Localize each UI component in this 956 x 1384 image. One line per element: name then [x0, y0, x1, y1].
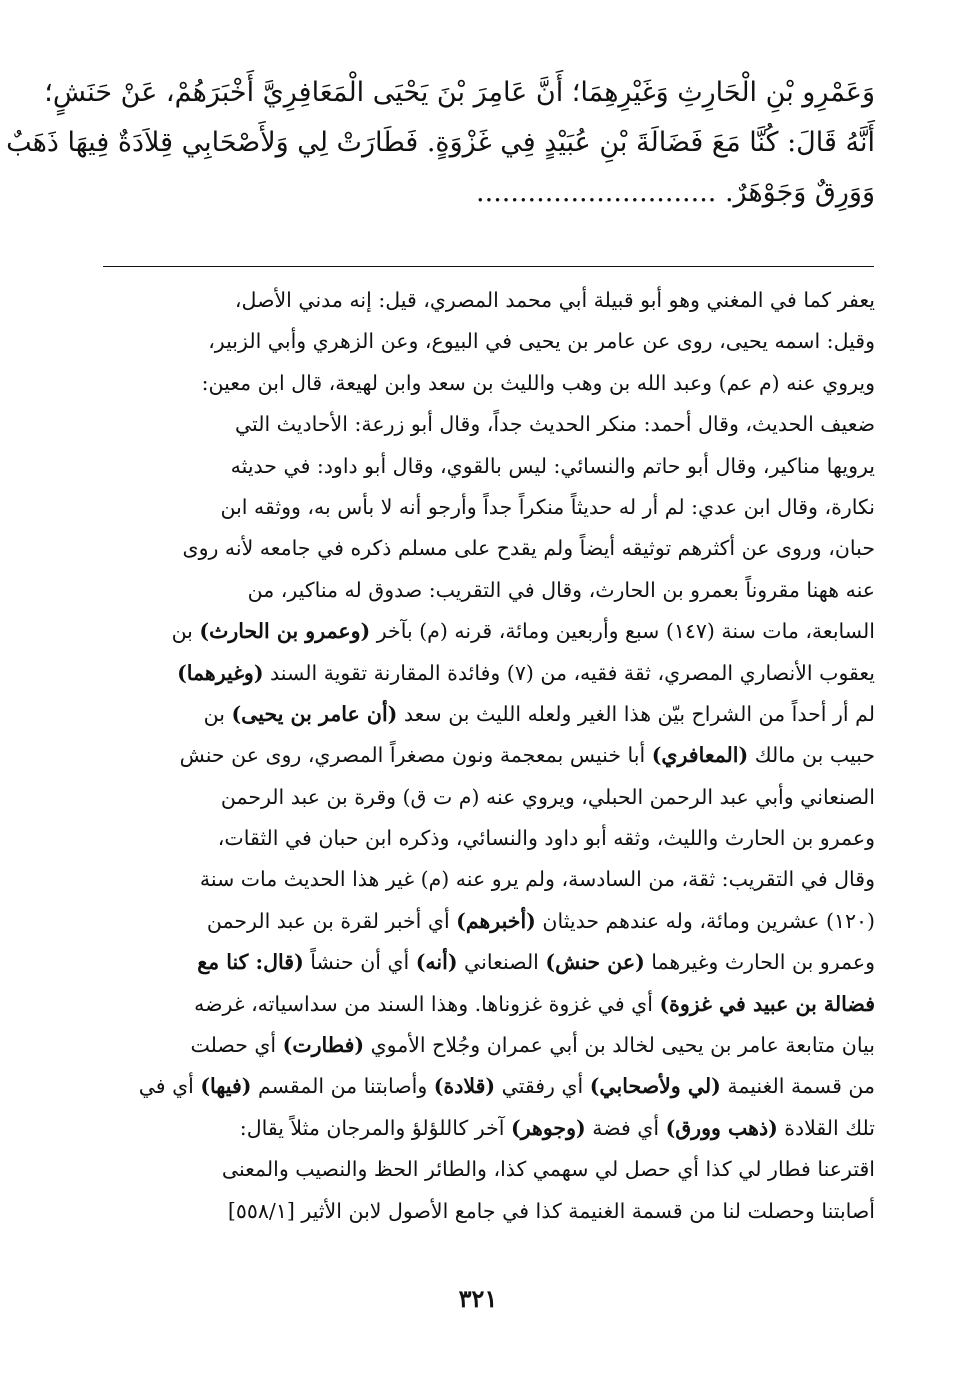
- commentary-quote-bold: (أن عامر بن يحيى): [231, 701, 398, 726]
- commentary-line: [100, 818, 875, 859]
- commentary-line: [100, 984, 875, 1025]
- commentary-segment: يرويها مناكير، وقال أبو حاتم والنسائي: ليس بالقوي، وقال أبو داود: في حديثه: [230, 453, 875, 478]
- commentary-line: [100, 1108, 875, 1149]
- hadith-line: [100, 168, 875, 218]
- commentary-segment: من قسمة الغنيمة: [720, 1074, 875, 1099]
- commentary-segment: يعقوب الأنصاري المصري، ثقة فقيه، من (٧) وفائدة المقارنة تقوية السند: [263, 660, 875, 685]
- commentary-segment: أبا خنيس بمعجمة ونون مصغراً المصري، روى عن حنش: [179, 743, 652, 768]
- commentary-segment: أي أخبر لقرة بن عبد الرحمن: [206, 908, 457, 933]
- commentary-segment: وقال في التقريب: ثقة، من السادسة، ولم يرو عنه (م) غير هذا الحديث مات سنة: [199, 867, 875, 892]
- commentary-segment: أي في: [138, 1074, 201, 1099]
- commentary-line: [100, 1149, 875, 1190]
- hadith-line: وَعَمْرِو بْنِ الْحَارِثِ وَغَيْرِهِمَا؛ أَنَّ عَامِرَ بْنَ يَحْيَى الْمَعَافِرِيَّ أَخْبَرَهُمْ، عَنْ حَنَشٍ؛: [44, 77, 875, 108]
- commentary-line: [100, 735, 875, 776]
- commentary-segment: عنه ههنا مقروناً بعمرو بن الحارث، وقال في التقريب: صدوق له مناكير، من: [247, 577, 875, 602]
- commentary-segment: ضعيف الحديث، وقال أحمد: منكر الحديث جداً، وقال أبو زرعة: الأحاديث التي: [234, 412, 875, 437]
- commentary-segment: بن: [203, 701, 232, 726]
- commentary-line: [100, 363, 875, 404]
- commentary-quote-bold: فضالة بن عبيد في غزوة): [659, 991, 875, 1016]
- commentary-segment: آخر كاللؤلؤ والمرجان مثلاً يقال:: [239, 1115, 512, 1140]
- commentary-segment: أي حصلت: [190, 1033, 283, 1058]
- commentary-quote-bold: (عن حنش): [545, 950, 645, 975]
- commentary-segment: ويروي عنه (م عم) وعبد الله بن وهب والليث بن سعد وابن لهيعة، قال ابن معين:: [201, 370, 875, 395]
- commentary-segment: يعفر كما في المغني وهو أبو قبيلة أبي محمد المصري، قيل: إنه مدني الأصل،: [234, 288, 875, 312]
- commentary-line: [100, 1066, 875, 1107]
- commentary-segment: أي رفقتي: [495, 1074, 590, 1099]
- separator-rule: [103, 266, 874, 267]
- commentary-quote-bold: (فيها): [200, 1074, 252, 1099]
- commentary-text: [100, 280, 875, 1232]
- commentary-quote-bold: (ذهب وورق): [665, 1115, 778, 1140]
- commentary-segment: بيان متابعة عامر بن يحيى لخالد بن أبي عمران وجُلاح الأموي: [364, 1033, 875, 1058]
- commentary-quote-bold: (لي ولأصحابي): [589, 1074, 721, 1099]
- commentary-quote-bold: (وغيرهما): [177, 660, 264, 685]
- hadith-text: [6, 68, 875, 218]
- commentary-quote-bold: (المعافري): [651, 743, 749, 768]
- commentary-line: [100, 404, 875, 445]
- commentary-segment: أصابتنا وحصلت لنا من قسمة الغنيمة كذا في جامع الأصول لابن الأثير [٥٥٨/١]: [227, 1198, 875, 1223]
- commentary-line: [100, 528, 875, 569]
- commentary-segment: نكارة، وقال ابن عدي: لم أر له حديثاً منكراً جداً وأرجو أنه لا بأس به، ووثقه ابن: [220, 494, 875, 519]
- commentary-line: [100, 611, 875, 652]
- commentary-line: [100, 321, 875, 362]
- commentary-segment: الصنعاني: [457, 950, 546, 975]
- page-number: ٣٢١: [458, 1284, 498, 1313]
- commentary-segment: السابعة، مات سنة (١٤٧) سبع وأربعين ومائة، قرنه (م) بآخر: [370, 619, 875, 644]
- commentary-line: [100, 859, 875, 900]
- commentary-quote-bold: (قال: كنا مع: [197, 950, 304, 975]
- commentary-segment: اقترعنا فطار لي كذا أي حصل لي سهمي كذا، والطائر الحظ والنصيب والمعنى: [221, 1157, 875, 1182]
- commentary-quote-bold: (أخبرهم): [456, 908, 536, 933]
- commentary-segment: حبان، وروى عن أكثرهم توثيقه أيضاً ولم يقدح على مسلم ذكره في جامعه لأنه روى: [182, 536, 875, 561]
- commentary-segment: وعمرو بن الحارث والليث، وثقه أبو داود والنسائي، وذكره ابن حبان في الثقات،: [217, 826, 875, 851]
- commentary-quote-bold: (أنه): [415, 950, 458, 975]
- commentary-quote-bold: (قلادة): [433, 1074, 496, 1099]
- commentary-segment: أي أن حنشاً: [303, 950, 416, 975]
- commentary-line: [100, 280, 875, 321]
- ellipsis-dots: ............................: [476, 177, 717, 208]
- commentary-quote-bold: (فطارت): [282, 1033, 365, 1058]
- commentary-line: [100, 653, 875, 694]
- commentary-segment: الصنعاني وأبي عبد الرحمن الحبلي، ويروي عنه (م ت ق) وقرة بن عبد الرحمن: [220, 784, 875, 809]
- commentary-quote-bold: (وعمرو بن الحارث): [199, 619, 371, 644]
- commentary-line: [100, 446, 875, 487]
- commentary-line: [100, 487, 875, 528]
- commentary-segment: لم أر أحداً من الشراح بيّن هذا الغير ولعله الليث بن سعد: [397, 701, 875, 726]
- commentary-line: [100, 694, 875, 735]
- commentary-segment: وعمرو بن الحارث وغيرهما: [644, 950, 875, 975]
- commentary-segment: (١٢٠) عشرين ومائة، وله عندهم حديثان: [535, 908, 875, 933]
- commentary-line: [100, 901, 875, 942]
- hadith-line-text: وَوَرِقٌ وَجَوْهَرٌ.: [724, 177, 875, 208]
- commentary-line: [100, 570, 875, 611]
- commentary-segment: وقيل: اسمه يحيى، روى عن عامر بن يحيى في البيوع، وعن الزهري وأبي الزبير،: [208, 329, 875, 354]
- commentary-line: [100, 1191, 875, 1232]
- commentary-segment: وأصابتنا من المقسم: [251, 1074, 434, 1099]
- commentary-segment: حبيب بن مالك: [748, 743, 875, 768]
- commentary-quote-bold: (وجوهر): [511, 1115, 586, 1140]
- commentary-line: [100, 1025, 875, 1066]
- commentary-line: [100, 942, 875, 983]
- hadith-line: أَنَّهُ قَالَ: كُنَّا مَعَ فَضَالَةَ بْنِ عُبَيْدٍ فِي غَزْوَةٍ. فَطَارَتْ لِي وَلأَصْحَابِي قِلاَدَةٌ فِيهَا ذَهَبٌ: [6, 127, 875, 158]
- commentary-line: [100, 777, 875, 818]
- commentary-segment: بن: [171, 619, 200, 644]
- commentary-segment: أي في غزوة غزوناها. وهذا السند من سداسياته، غرضه: [194, 991, 660, 1016]
- commentary-segment: تلك القلادة: [777, 1115, 875, 1140]
- commentary-segment: أي فضة: [585, 1115, 666, 1140]
